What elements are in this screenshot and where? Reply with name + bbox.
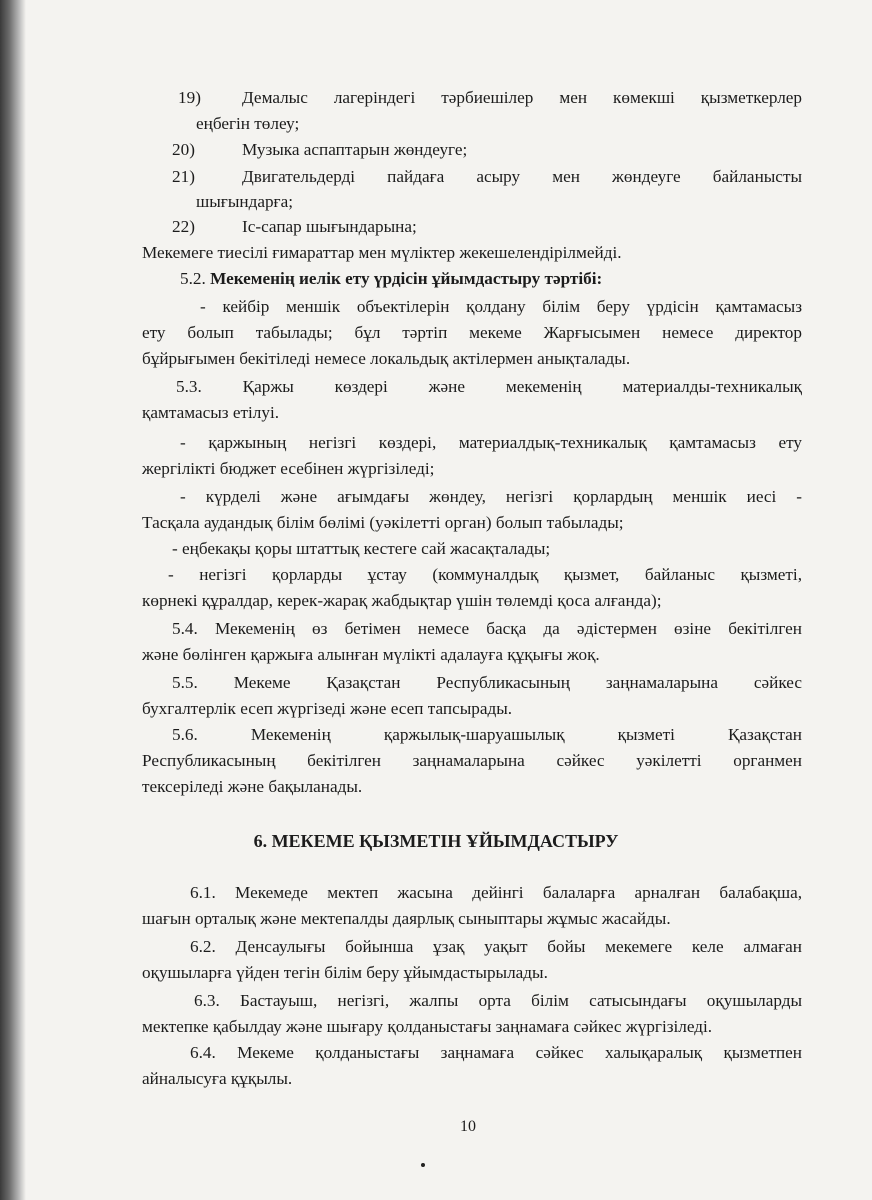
item-21-text-line2: шығындарға; [196,192,293,211]
section-5-2-line3: бұйрығымен бекітіледі немесе локальдық актілермен анықталады. [142,349,631,368]
section-5-4-line1: 5.4. Мекеменің өз бетімен немесе басқа да әдістермен өзіне бекітілген [172,619,802,638]
section-5-3-bullet2-line2: Тасқала аудандық білім бөлімі (уәкілетті орган) болып табылады; [142,513,624,532]
item-20-number: 20) [172,140,195,159]
section-6-4-line1: 6.4. Мекеме қолданыстағы заңнамаға сәйкес халықаралық қызметпен [190,1043,802,1062]
section-5-3-line1: 5.3. Қаржы көздері және мекеменің материалды-техникалық [176,377,802,396]
section-5-2-title: Мекеменің иелік ету үрдісін ұйымдастыру тәртібі: [210,269,603,288]
section-5-6-line1: 5.6. Мекеменің қаржылық-шаруашылық қызметі Қазақстан [172,725,802,744]
section-5-3-bullet2-line1: - күрделі және ағымдағы жөндеу, негізгі қорлардың меншік иесі - [180,487,802,506]
section-6-3-line2: мектепке қабылдау және шығару қолданыстағы заңнамаға сәйкес жүргізіледі. [142,1017,713,1036]
scan-speck [421,1163,425,1167]
privatization-note: Мекемеге тиесілі ғимараттар мен мүліктер жекешелендірілмейді. [142,243,622,262]
section-5-3-bullet1-line1: - қаржының негізгі көздері, материалдық-техникалық қамтамасыз ету [180,433,802,452]
section-6-1-line2: шағын орталық және мектепалды даярлық сыныптары жұмыс жасайды. [142,909,671,928]
section-5-3-bullet4-line2: көрнекі құралдар, керек-жарақ жабдықтар үшін төлемді қоса алғанда); [142,591,662,610]
section-5-4-line2: және бөлінген қаржыға алынған мүлікті адалауға құқығы жоқ. [142,645,600,664]
section-5-2-heading [180,266,602,292]
item-19-text-line2: еңбегін төлеу; [196,114,300,133]
section-5-6-line3: тексеріледі және бақыланады. [142,777,363,796]
section-5-2-line2: ету болып табылады; бұл тәртіп мекеме Жарғысымен немесе директор [142,323,802,342]
section-5-5-line1: 5.5. Мекеме Қазақстан Республикасының заңнамаларына сәйкес [172,673,802,692]
section-5-5-line2: бухгалтерлік есеп жүргізеді және есеп тапсырады. [142,699,513,718]
section-5-3-bullet3: - еңбекақы қоры штаттық кестеге сай жасақталады; [172,539,551,558]
section-6-2-line1: 6.2. Денсаулығы бойынша ұзақ уақыт бойы мекемеге келе алмаған [190,937,802,956]
section-6-heading: 6. МЕКЕМЕ ҚЫЗМЕТІН ҰЙЫМДАСТЫРУ [253,831,619,851]
page-number: 10 [460,1118,476,1135]
item-21-number: 21) [172,167,195,186]
section-6-4-line2: айналысуға құқылы. [142,1069,293,1088]
section-5-2-number: 5.2. [180,269,206,288]
section-5-3-bullet4-line1: - негізгі қорларды ұстау (коммуналдық қызмет, байланыс қызметі, [168,565,802,584]
item-20-text: Музыка аспаптарын жөндеуге; [242,140,468,159]
section-6-3-line1: 6.3. Бастауыш, негізгі, жалпы орта білім сатысындағы оқушыларды [194,991,802,1010]
section-6-2-line2: оқушыларға үйден тегін білім беру ұйымдастырылады. [142,963,548,982]
section-5-3-bullet1-line2: жергілікті бюджет есебінен жүргізіледі; [142,459,435,478]
item-22-text: Іс-сапар шығындарына; [242,217,417,236]
section-6-1-line1: 6.1. Мекемеде мектеп жасына дейінгі балаларға арналған балабақша, [190,883,802,902]
item-21-text-line1: Двигательдерді пайдаға асыру мен жөндеуге байланысты [242,167,802,186]
item-19-text-line1: Демалыс лагеріндегі тәрбиешілер мен көмекші қызметкерлер [242,88,802,107]
section-5-6-line2: Республикасының бекітілген заңнамаларына сәйкес уәкілетті органмен [142,751,802,770]
section-5-3-line2: қамтамасыз етілуі. [142,403,280,422]
item-22-number: 22) [172,217,195,236]
section-5-2-line1: - кейбір меншік объектілерін қолдану білім беру үрдісін қамтамасыз [200,297,802,316]
item-19-number: 19) [178,88,201,107]
